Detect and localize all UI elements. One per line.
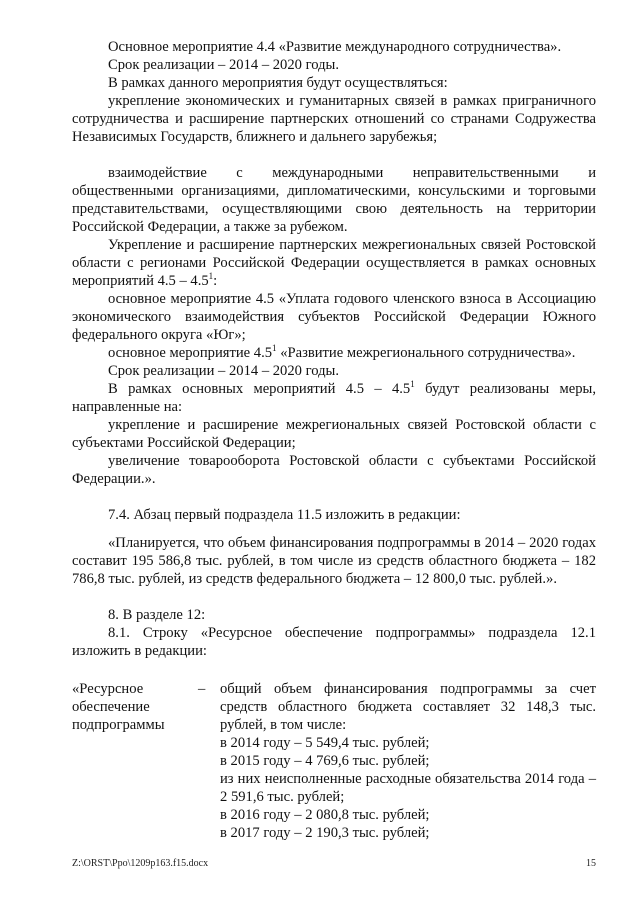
- resource-label: «Ресурсное обеспечение подпрограммы: [72, 681, 165, 733]
- paragraph-text: будут реализованы меры, направленные на:: [72, 381, 596, 415]
- resource-line: в 2014 году – 5 549,4 тыс. рублей;: [220, 735, 430, 751]
- page-number: 15: [586, 858, 596, 869]
- superscript: 1: [208, 271, 214, 282]
- superscript: 1: [272, 343, 277, 354]
- resource-line: в 2015 году – 4 769,6 тыс. рублей;: [220, 753, 430, 769]
- paragraph-text: основное мероприятие 4.5: [108, 345, 273, 361]
- paragraph: основное мероприятие 4.5 «Уплата годового членского взноса в Ассоциацию экономического взаимодействия субъектов Российской Федерации Южного федерального округа «Юг»;: [72, 291, 596, 343]
- paragraph-text: «Развитие межрегионального сотрудничества».: [280, 345, 576, 361]
- resource-line: из них неисполненные расходные обязательства 2014 года – 2 591,6 тыс. рублей;: [220, 771, 596, 805]
- paragraph: Срок реализации – 2014 – 2020 годы.: [108, 363, 339, 379]
- paragraph: [72, 380, 596, 416]
- paragraph: взаимодействие с международными неправительственными и общественными организациями, дипломатическими, консульскими и торговыми представительствами, осуществляющими свою деятельность на территории Российской Федерации, а также за рубежом.: [72, 165, 596, 235]
- paragraph: укрепление и расширение межрегиональных связей Ростовской области с субъектами Российской Федерации;: [72, 417, 596, 451]
- paragraph: «Планируется, что объем финансирования подпрограммы в 2014 – 2020 годах составит 195 586,8 тыс. рублей, в том числе из средств областного бюджета – 182 786,8 тыс. рублей, из средств федерального бюджета – 12 800,0 тыс. рублей.».: [72, 535, 596, 587]
- paragraph: Основное мероприятие 4.4 «Развитие международного сотрудничества».: [108, 39, 562, 55]
- resource-line: в 2017 году – 2 190,3 тыс. рублей;: [220, 825, 430, 841]
- resource-values: [220, 680, 596, 842]
- superscript: 1: [410, 379, 415, 390]
- paragraph: [72, 344, 596, 362]
- colon: :: [213, 273, 218, 289]
- paragraph: увеличение товарооборота Ростовской области с субъектами Российской Федерации.».: [72, 453, 596, 487]
- file-path: Z:\ORST\Ppo\1209p163.f15.docx: [72, 858, 209, 869]
- paragraph: укрепление экономических и гуманитарных связей в рамках приграничного сотрудничества и расширение партнерских отношений со странами Содружества Независимых Государств, ближнего и дальнего зарубежья;: [72, 93, 596, 145]
- paragraph: [72, 236, 596, 290]
- paragraph: Срок реализации – 2014 – 2020 годы.: [108, 57, 339, 73]
- paragraph-text: Укрепление и расширение партнерских межрегиональных связей Ростовской области с регионами Российской Федерации осуществляется в рамках основных мероприятий 4.5 – 4.5: [72, 237, 596, 289]
- resource-line: в 2016 году – 2 080,8 тыс. рублей;: [220, 807, 430, 823]
- resource-dash: –: [198, 681, 206, 697]
- paragraph: 8.1. Строку «Ресурсное обеспечение подпрограммы» подраздела 12.1 изложить в редакции:: [72, 625, 596, 659]
- paragraph: 7.4. Абзац первый подраздела 11.5 изложить в редакции:: [108, 507, 461, 523]
- resource-line: общий объем финансирования подпрограммы за счет средств областного бюджета составляет 32 148,3 тыс. рублей, в том числе:: [220, 681, 596, 733]
- paragraph: В рамках данного мероприятия будут осуществляться:: [108, 75, 448, 91]
- paragraph: 8. В разделе 12:: [108, 607, 206, 623]
- paragraph-text: В рамках основных мероприятий 4.5 – 4.5: [108, 381, 411, 397]
